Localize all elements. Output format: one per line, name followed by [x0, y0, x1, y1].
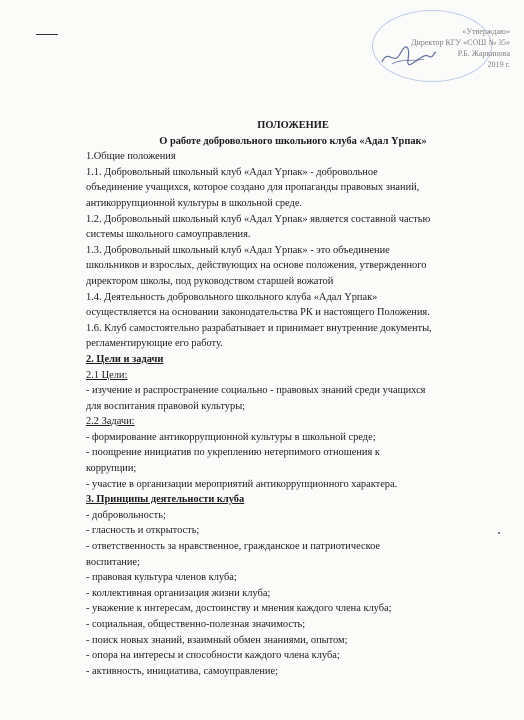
list-item: - добровольность; [86, 509, 166, 521]
list-item: - опора на интересы и способности каждого члена клуба; [86, 650, 340, 662]
list-item: - ответственность за нравственное, гражданское и патриотическое [86, 541, 381, 553]
text-line: коррупции; [86, 463, 137, 475]
list-item: - уважение к интересам, достоинству и мнения каждого члена клуба; [86, 603, 392, 615]
list-item: - коллективная организация жизни клуба; [86, 587, 271, 599]
text-line: - поощрение инициатив по укреплению нетерпимого отношения к [86, 447, 380, 459]
approval-line: 2019 г. [487, 60, 510, 69]
text-line: антикоррупционной культуры в школьной среде. [86, 197, 303, 209]
scan-speck [498, 532, 500, 534]
list-item: воспитание; [86, 556, 140, 568]
subsection-heading: 2.2 Задачи: [86, 416, 135, 428]
text-line: - формирование антикоррупционной культуры в школьной среде; [86, 431, 376, 443]
text-line: регламентирующие его работу. [86, 338, 223, 350]
margin-dash-mark [36, 34, 58, 35]
approval-line: «Утверждаю» [462, 27, 510, 36]
text-line: 1.3. Добровольный школьный клуб «Адал Үрпак» - это объединение [86, 244, 390, 256]
list-item: - социальная, общественно-полезная значимость; [86, 619, 306, 630]
subsection-heading: 2.1 Цели: [86, 369, 128, 381]
text-line: 1.2. Добровольный школьный клуб «Адал Үрпак» является составной частью [86, 213, 431, 225]
text-line: директором школы, под руководством старшей вожатой [86, 275, 334, 287]
text-line: объединение учащихся, которое создано для пропаганды правовых знаний, [86, 182, 420, 194]
section-heading: 3. Принципы деятельности клуба [86, 494, 245, 506]
director-signature [378, 44, 438, 70]
list-item: - поиск новых знаний, взаимный обмен знаниями, опытом; [86, 634, 348, 646]
text-line: 1.6. Клуб самостоятельно разрабатывает и принимает внутренние документы, [86, 322, 432, 334]
text-line: - изучение и распространение социально - правовых знаний среди учащихся [86, 385, 426, 397]
text-line: 1.1. Добровольный школьный клуб «Адал Үрпак» - добровольное [86, 166, 378, 178]
approval-line: Р.Б. Жаркинова [457, 49, 510, 58]
text-line: школьников и взрослых, действующих на основе положения, утвержденного [86, 260, 427, 272]
section-heading: 2. Цели и задачи [86, 353, 164, 365]
document-subtitle: О работе добровольного школьного клуба «Адал Үрпак» [159, 135, 427, 147]
text-line: для воспитания правовой культуры; [86, 400, 246, 412]
document-body [86, 118, 500, 679]
list-item: - активность, инициатива, самоуправление; [86, 665, 278, 677]
approval-line: Директор КГУ «СОШ № 35» [411, 38, 510, 47]
text-line: системы школьного самоуправления. [86, 229, 251, 241]
document-title: ПОЛОЖЕНИЕ [257, 120, 329, 131]
section-heading: 1.Общие положения [86, 151, 176, 163]
list-item: - гласность и открытость; [86, 525, 200, 537]
text-line: - участие в организации мероприятий антикоррупционного характера. [86, 478, 398, 490]
text-line: осуществляется на основании законодательства РК и настоящего Положения. [86, 307, 430, 319]
text-line: 1.4. Деятельность добровольного школьного клуба «Адал Үрпак» [86, 291, 378, 303]
list-item: - правовая культура членов клуба; [86, 572, 237, 584]
